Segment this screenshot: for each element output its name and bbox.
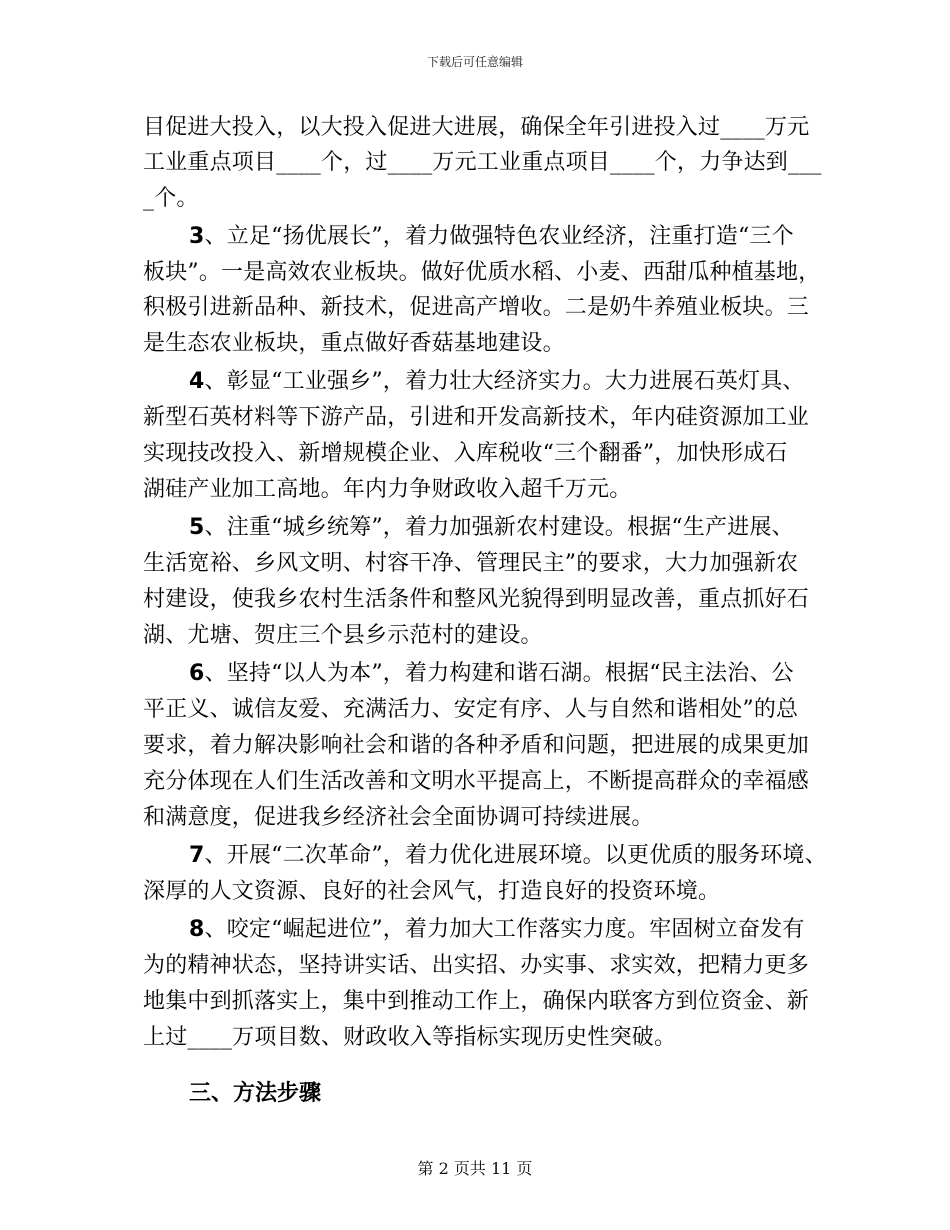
text-line: 深厚的人文资源、良好的社会风气，打造良好的投资环境。 [143,879,721,904]
text-line: 实现技改投入、新增规模企业、入库税收“三个翻番”，加快形成石 [143,441,788,466]
section-heading: 三、方法步骤 [189,1081,322,1106]
text-line: 7、开展“二次革命”，着力优化进展环境。以更优质的服务环境、 [189,843,827,868]
text-line: 生活宽裕、乡风文明、村容干净、管理民主”的要求，大力加强新农 [143,551,799,576]
text-line: 湖、尤塘、贺庄三个县乡示范村的建设。 [143,623,543,648]
text-line: 村建设，使我乡农村生活条件和整风光貌得到明显改善，重点抓好石 [143,587,810,612]
text-line: 5、注重“城乡统筹”，着力加强新农村建设。根据“生产进展、 [189,515,794,540]
text-line: 湖硅产业加工高地。年内力争财政收入超千万元。 [143,477,632,502]
text-line: 目促进大投入，以大投入促进大进展，确保全年引进投入过____万元 [143,115,810,140]
text-line: _个。 [143,186,199,211]
text-line: 板块”。一是高效农业板块。做好优质水稻、小麦、西甜瓜种植基地， [143,260,821,285]
text-line: 要求，着力解决影响社会和谐的各种矛盾和问题，把进展的成果更加 [143,733,810,758]
text-line: 上过____万项目数、财政收入等指标实现历史性突破。 [143,1025,677,1050]
text-line: 新型石英材料等下游产品，引进和开发高新技术，年内硅资源加工业 [143,405,810,430]
text-line: 平正义、诚信友爱、充满活力、安定有序、人与自然和谐相处”的总 [143,697,799,722]
text-line: 工业重点项目____个，过____万元工业重点项目____个，力争达到___ [143,150,822,175]
text-line: 充分体现在人们生活改善和文明水平提高上，不断提高群众的幸福感 [143,769,810,794]
page-header: 下载后可任意编辑 [426,55,523,69]
text-line: 6、坚持“以人为本”，着力构建和谐石湖。根据“民主法治、公 [189,661,794,686]
text-line: 地集中到抓落实上，集中到推动工作上，确保内联客方到位资金、新 [143,989,810,1014]
text-line: 为的精神状态，坚持讲实话、出实招、办实事、求实效，把精力更多 [143,953,810,978]
page-number: 第 2 页共 11 页 [417,1159,533,1178]
text-line: 4、彰显“工业强乡”，着力壮大经济实力。大力进展石英灯具、 [189,369,805,394]
text-line: 和满意度，促进我乡经济社会全面协调可持续进展。 [143,805,654,830]
text-line: 是生态农业板块，重点做好香菇基地建设。 [143,331,565,356]
text-line: 积极引进新品种、新技术，促进高产增收。二是奶牛养殖业板块。三 [143,295,810,320]
text-line: 3、立足“扬优展长”，着力做强特色农业经济，注重打造“三个 [189,224,794,249]
text-line: 8、咬定“崛起进位”，着力加大工作落实力度。牢固树立奋发有 [189,917,805,942]
